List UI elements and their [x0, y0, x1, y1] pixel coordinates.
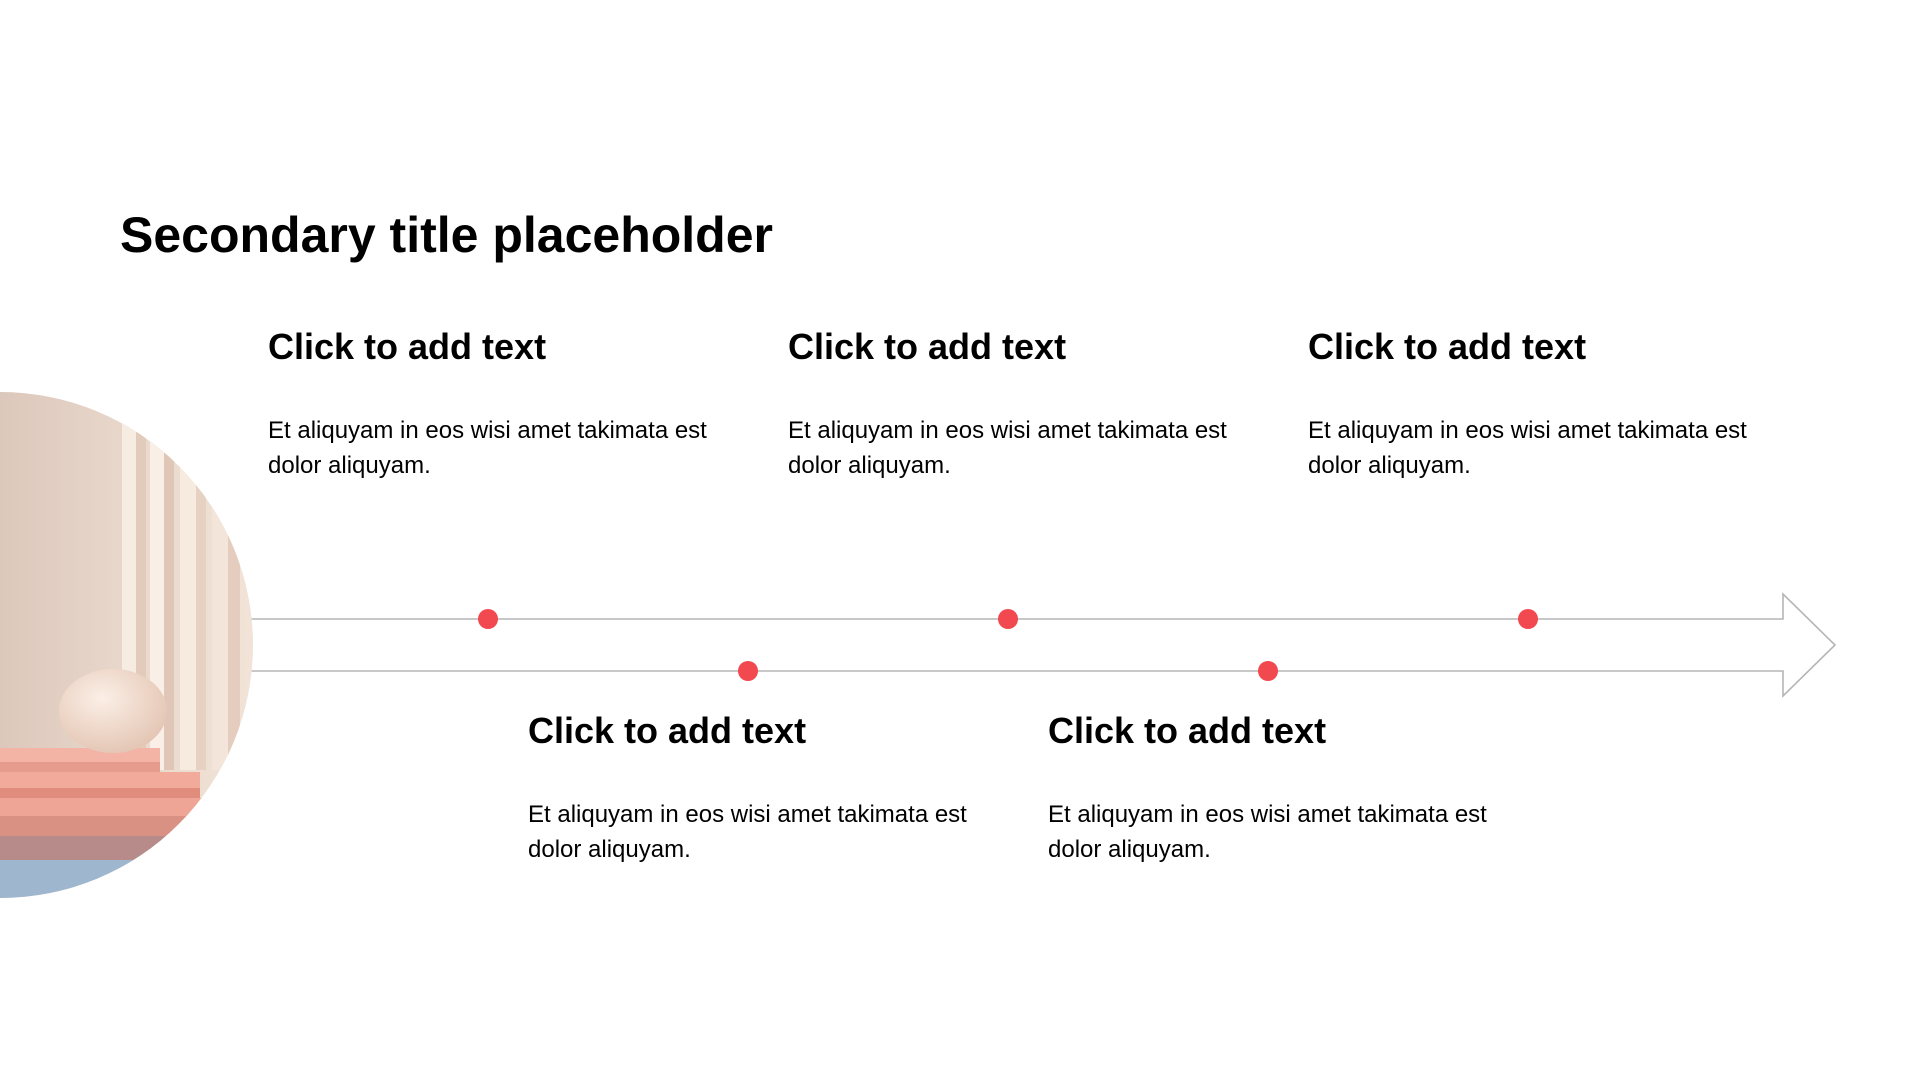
timeline-item-body[interactable]: Et aliquyam in eos wisi amet takimata est dolor aliquyam.	[788, 417, 1227, 479]
timeline-item-1[interactable]	[268, 325, 708, 483]
timeline-item-5[interactable]	[1308, 325, 1748, 483]
timeline-item-4[interactable]	[1048, 709, 1488, 867]
timeline-item-3[interactable]	[788, 325, 1228, 483]
timeline-item-heading[interactable]: Click to add text	[528, 710, 807, 751]
timeline-dot-2	[738, 661, 758, 681]
timeline-item-heading[interactable]: Click to add text	[1048, 710, 1327, 751]
timeline-item-body[interactable]: Et aliquyam in eos wisi amet takimata est dolor aliquyam.	[1048, 801, 1487, 863]
timeline-dot-4	[1258, 661, 1278, 681]
timeline-item-body[interactable]: Et aliquyam in eos wisi amet takimata est dolor aliquyam.	[1308, 417, 1747, 479]
slide-title[interactable]: Secondary title placeholder	[120, 207, 773, 263]
timeline-item-heading[interactable]: Click to add text	[1308, 326, 1587, 367]
timeline-item-2[interactable]	[528, 709, 968, 867]
timeline-item-body[interactable]: Et aliquyam in eos wisi amet takimata est dolor aliquyam.	[528, 801, 967, 863]
decor-photo	[0, 380, 260, 910]
timeline-dot-5	[1518, 609, 1538, 629]
timeline-dot-1	[478, 609, 498, 629]
timeline-item-body[interactable]: Et aliquyam in eos wisi amet takimata est dolor aliquyam.	[268, 417, 707, 479]
timeline-item-heading[interactable]: Click to add text	[788, 326, 1067, 367]
timeline-item-heading[interactable]: Click to add text	[268, 326, 547, 367]
timeline-dot-3	[998, 609, 1018, 629]
